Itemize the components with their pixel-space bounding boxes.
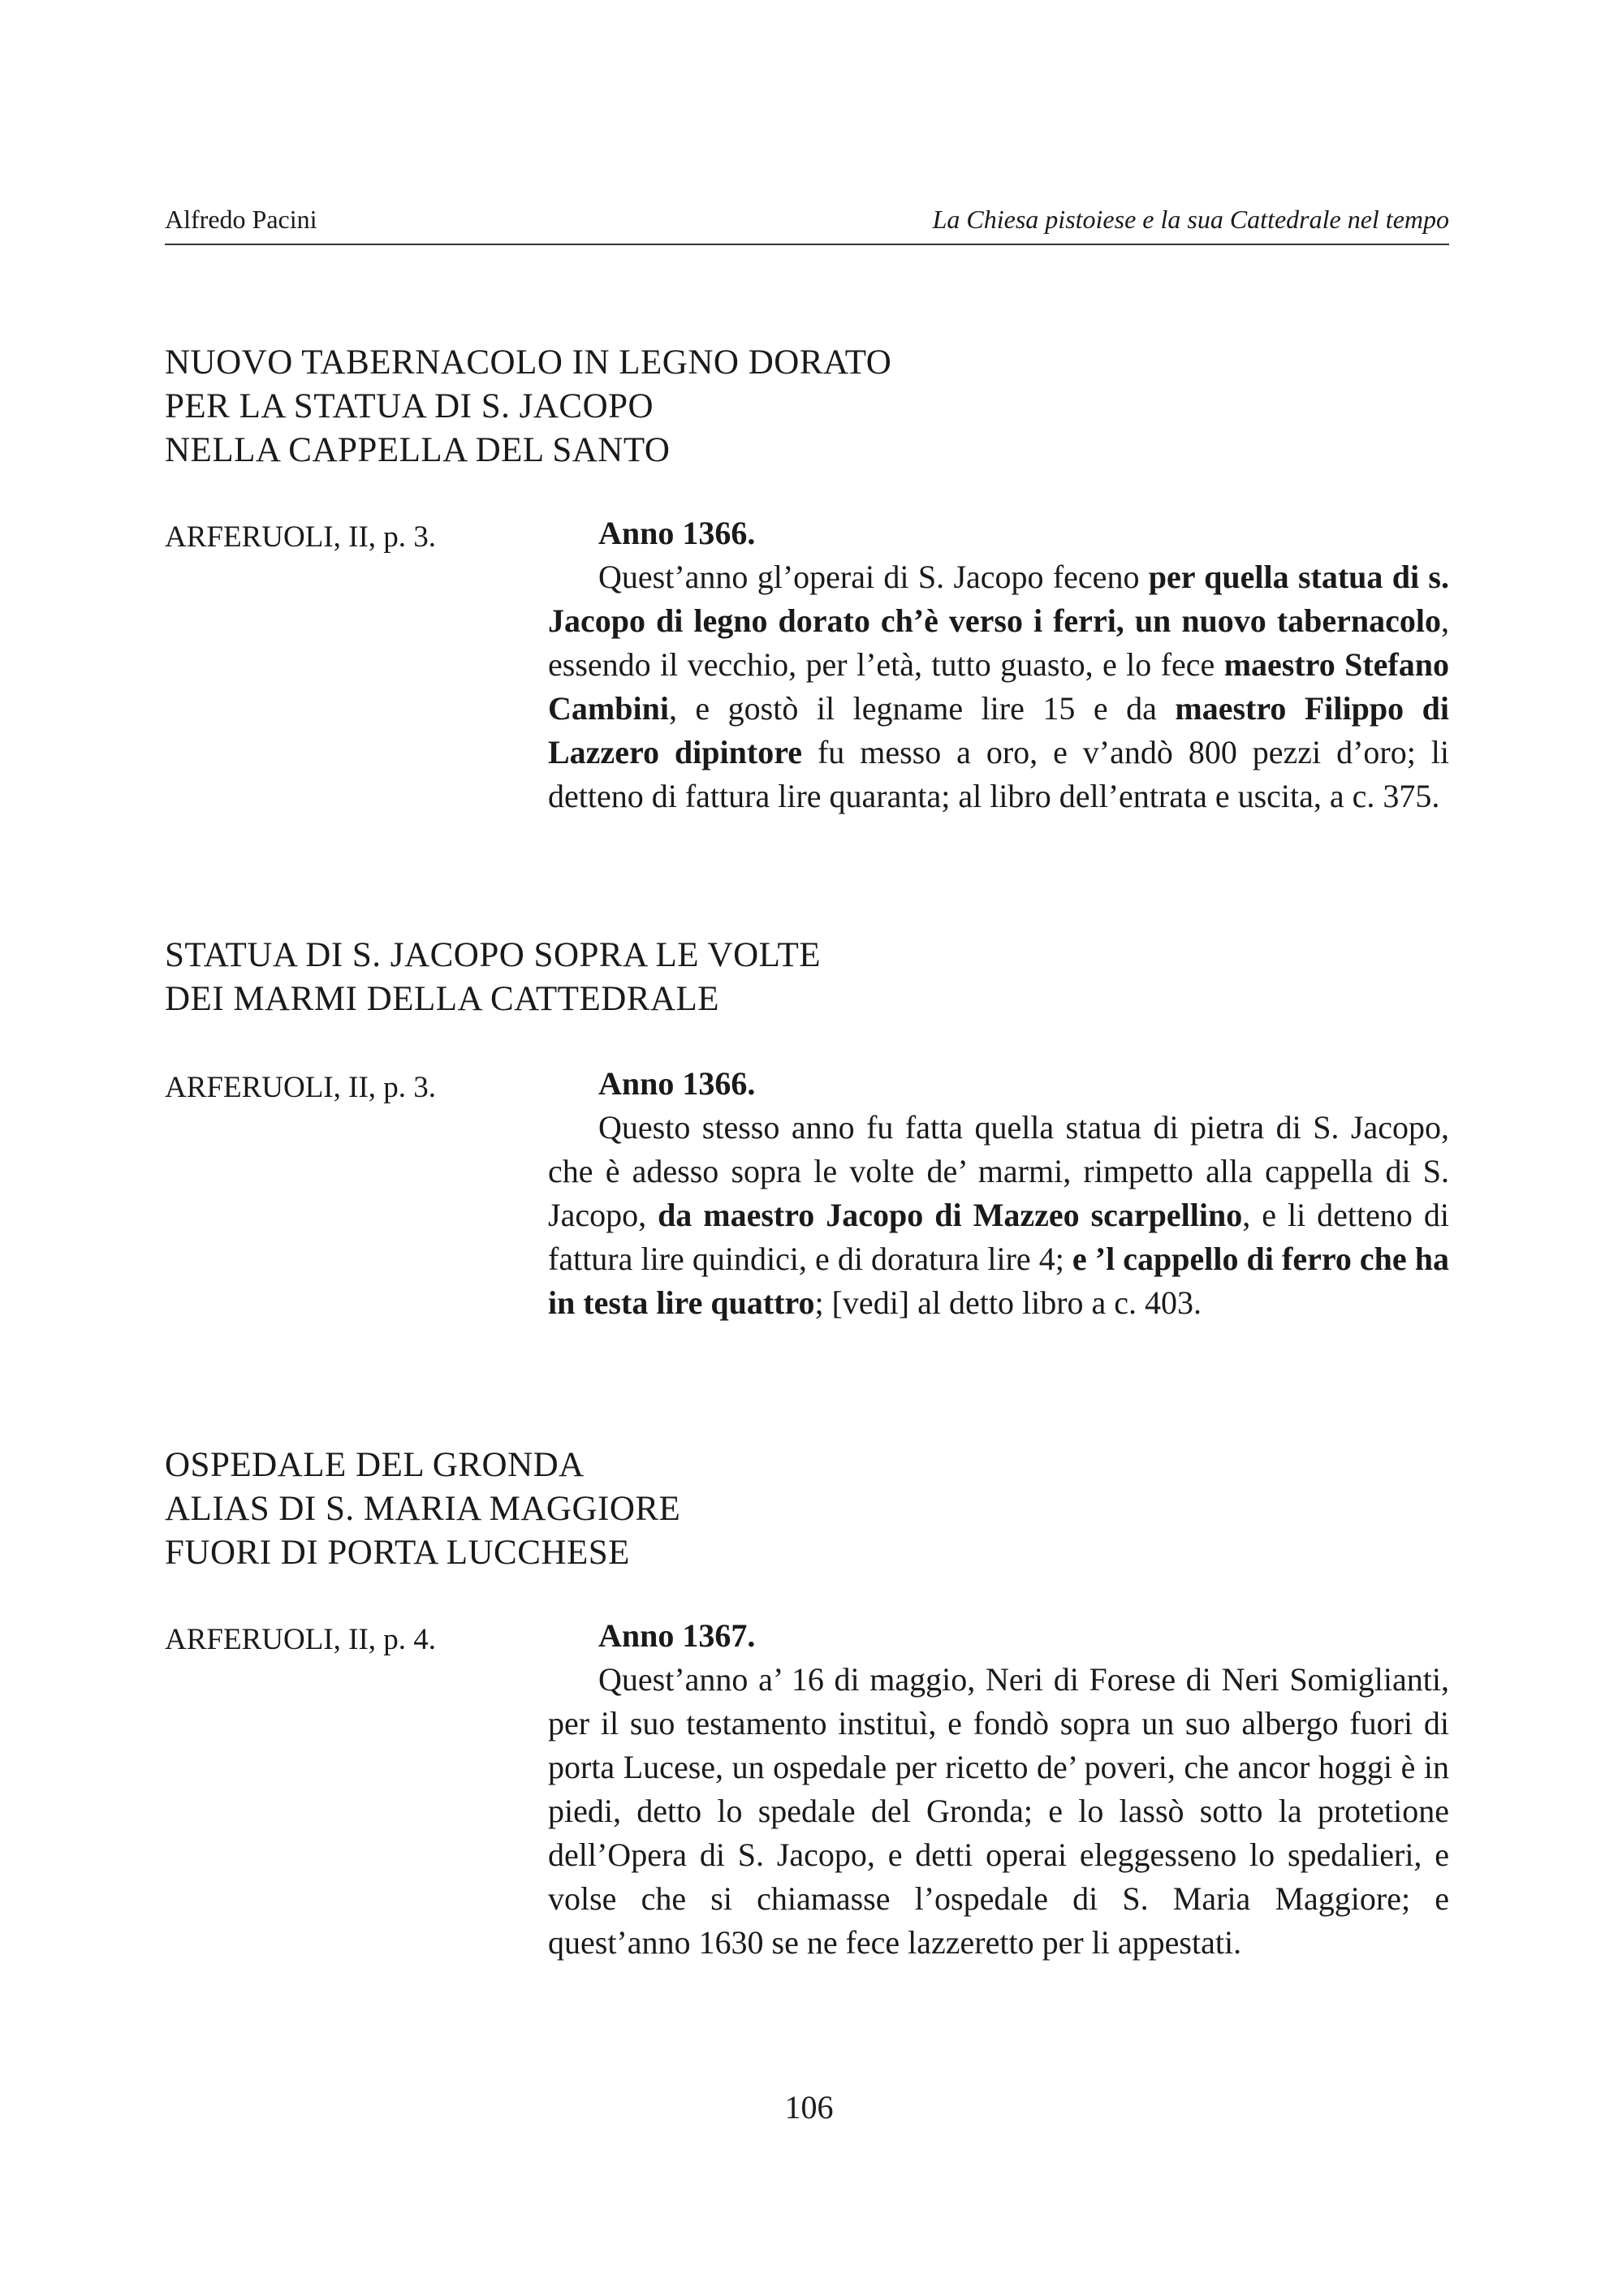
source-reference: ARFERUOLI, II, p. 4. — [165, 1623, 437, 1656]
text-run: , e li detteno di fattura lire quindici, e di doratura lire 4; — [548, 1197, 1450, 1277]
section-title-line: PER LA STATUA DI S. JACOPO — [165, 387, 654, 425]
text-run-bold: e ’l cappello di ferro che ha in testa lire quattro — [548, 1241, 1450, 1321]
section-title-line: NELLA CAPPELLA DEL SANTO — [165, 431, 671, 469]
entry-year: Anno 1366. — [598, 515, 756, 551]
text-run: , e gostò il legname lire 15 e da — [668, 690, 1176, 727]
text-run: Quest’anno gl’operai di S. Jacopo feceno — [598, 559, 1149, 595]
section-title-tabernacolo — [165, 341, 891, 473]
text-run-bold: per quella statua di s. Jacopo di legno dorato ch’è verso i ferri, un nuovo tabernacolo — [548, 559, 1449, 639]
source-reference: ARFERUOLI, II, p. 3. — [165, 520, 437, 554]
entry-body — [548, 555, 1449, 818]
section-title-ospedale — [165, 1444, 680, 1575]
running-header — [165, 205, 1449, 245]
text-run-bold: maestro Stefano Cambini — [548, 646, 1449, 727]
entry-year: Anno 1367. — [598, 1617, 756, 1654]
page-number: 106 — [784, 2089, 834, 2126]
section-title-line: NUOVO TABERNACOLO IN LEGNO DORATO — [165, 343, 892, 382]
section-title-line: OSPEDALE DEL GRONDA — [165, 1446, 585, 1484]
section-title-line: ALIAS DI S. MARIA MAGGIORE — [165, 1490, 681, 1528]
source-reference: ARFERUOLI, II, p. 3. — [165, 1071, 437, 1104]
header-author: Alfredo Pacini — [165, 205, 317, 234]
section-title-statua — [165, 934, 821, 1021]
section-title-line: STATUA DI S. JACOPO SOPRA LE VOLTE — [165, 936, 822, 974]
section-title-line: DEI MARMI DELLA CATTEDRALE — [165, 980, 720, 1018]
text-run: Questo stesso anno fu fatta quella statua di pietra di S. Jacopo, che è adesso sopra le volte de’ marmi, rimpetto alla cappella di S. Jacopo, — [548, 1109, 1449, 1233]
text-run: , essendo il vecchio, per l’età, tutto guasto, e lo fece — [548, 602, 1449, 683]
entry-1367-ospedale — [548, 1614, 1449, 1965]
entry-body — [548, 1658, 1449, 1965]
text-run: ; [vedi] al detto libro a c. 403. — [814, 1284, 1202, 1321]
entry-1366-statua — [548, 1062, 1449, 1325]
text-run: Quest’anno a’ 16 di maggio, Neri di Forese di Neri Somiglianti, per il suo testamento instituì, e fondò sopra un suo albergo fuori di porta Lucese, un ospedale per ricetto de’ poveri, che ancor hoggi è in piedi, detto lo spedale del Gronda; e lo lassò sotto la protetione dell’Opera di S. Jacopo, e detti operai eleggesseno lo spedalieri, e volse che si chiamasse l’ospedale di S. Maria Maggiore; e quest’anno 1630 se ne fece lazzeretto per li appestati. — [548, 1661, 1449, 1961]
header-book-title: La Chiesa pistoiese e la sua Cattedrale nel tempo — [932, 205, 1449, 234]
entry-body — [548, 1106, 1449, 1325]
text-run-bold: da maestro Jacopo di Mazzeo scarpellino — [658, 1197, 1243, 1233]
entry-1366-tabernacolo — [548, 511, 1449, 818]
section-title-line: FUORI DI PORTA LUCCHESE — [165, 1534, 630, 1572]
text-run-bold: maestro Filippo di Lazzero dipintore — [548, 690, 1449, 770]
text-run: fu messo a oro, e v’andò 800 pezzi d’oro; li detteno di fattura lire quaranta; al libro dell’entrata e uscita, a c. 375. — [548, 734, 1450, 814]
entry-year: Anno 1366. — [598, 1065, 756, 1102]
